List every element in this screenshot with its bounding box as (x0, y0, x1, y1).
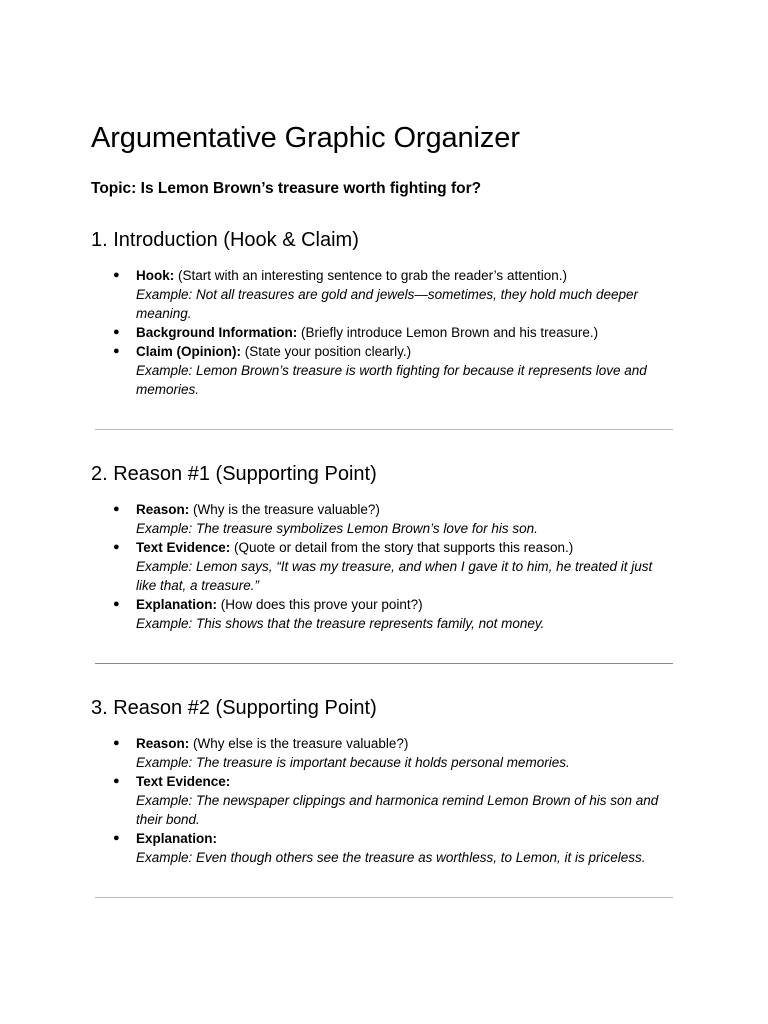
item-example: Example: The newspaper clippings and harmonica remind Lemon Brown of his son and their bond. (136, 793, 659, 827)
list-item-text-evidence (91, 772, 674, 829)
topic-line: Topic: Is Lemon Brown’s treasure worth fighting for? (91, 180, 482, 197)
list-item-reason (91, 500, 674, 538)
list-item-reason (91, 734, 674, 772)
section-divider (95, 897, 673, 898)
section-divider (95, 663, 673, 664)
list-item-text-evidence (91, 538, 674, 595)
page-title: Argumentative Graphic Organizer (91, 122, 520, 154)
list-item-claim (91, 342, 674, 399)
item-label: Reason: (136, 736, 190, 751)
section-divider (95, 429, 673, 430)
list-item-explanation (91, 829, 674, 867)
item-example: Example: The treasure is important because it holds personal memories. (136, 755, 570, 770)
section-heading: 3. Reason #2 (Supporting Point) (91, 697, 377, 719)
bullet-list (91, 266, 681, 399)
item-text: (State your position clearly.) (241, 344, 412, 359)
list-item-explanation (91, 595, 674, 633)
bullet-icon: ● (113, 737, 120, 749)
item-text: (Why else is the treasure valuable?) (189, 736, 409, 751)
item-label: Explanation: (136, 831, 218, 846)
section-heading: 2. Reason #1 (Supporting Point) (91, 463, 377, 485)
item-text: (Start with an interesting sentence to grab the reader’s attention.) (174, 268, 567, 283)
bullet-icon: ● (113, 541, 120, 553)
section-introduction (91, 226, 681, 397)
item-example: Example: This shows that the treasure represents family, not money. (136, 616, 545, 631)
bullet-list (91, 500, 681, 633)
item-example: Example: The treasure symbolizes Lemon Brown’s love for his son. (136, 521, 538, 536)
bullet-icon: ● (113, 345, 120, 357)
bullet-icon: ● (113, 832, 120, 844)
bullet-icon: ● (113, 503, 120, 515)
item-text: (Why is the treasure valuable?) (189, 502, 380, 517)
bullet-icon: ● (113, 269, 120, 281)
item-text: (How does this prove your point?) (217, 597, 423, 612)
item-text: (Briefly introduce Lemon Brown and his treasure.) (297, 325, 599, 340)
section-heading: 1. Introduction (Hook & Claim) (91, 229, 359, 251)
bullet-list (91, 734, 681, 867)
list-item-hook (91, 266, 674, 323)
item-example: Example: Even though others see the treasure as worthless, to Lemon, it is priceless. (136, 850, 646, 865)
bullet-icon: ● (113, 326, 120, 338)
bullet-icon: ● (113, 598, 120, 610)
section-reason-2 (91, 694, 681, 865)
item-label: Hook: (136, 268, 175, 283)
section-reason-1 (91, 460, 681, 631)
item-label: Background Information: (136, 325, 298, 340)
bullet-icon: ● (113, 775, 120, 787)
item-example: Example: Lemon says, “It was my treasure, and when I gave it to him, he treated it just like that, a treasure.” (136, 559, 653, 593)
item-label: Explanation: (136, 597, 218, 612)
item-text: (Quote or detail from the story that supports this reason.) (230, 540, 574, 555)
item-label: Reason: (136, 502, 190, 517)
item-example: Example: Lemon Brown’s treasure is worth fighting for because it represents love and memories. (136, 363, 647, 397)
item-label: Text Evidence: (136, 540, 231, 555)
list-item-background (91, 323, 674, 342)
item-example: Example: Not all treasures are gold and jewels—sometimes, they hold much deeper meaning. (136, 287, 638, 321)
item-label: Claim (Opinion): (136, 344, 241, 359)
item-label: Text Evidence: (136, 774, 231, 789)
